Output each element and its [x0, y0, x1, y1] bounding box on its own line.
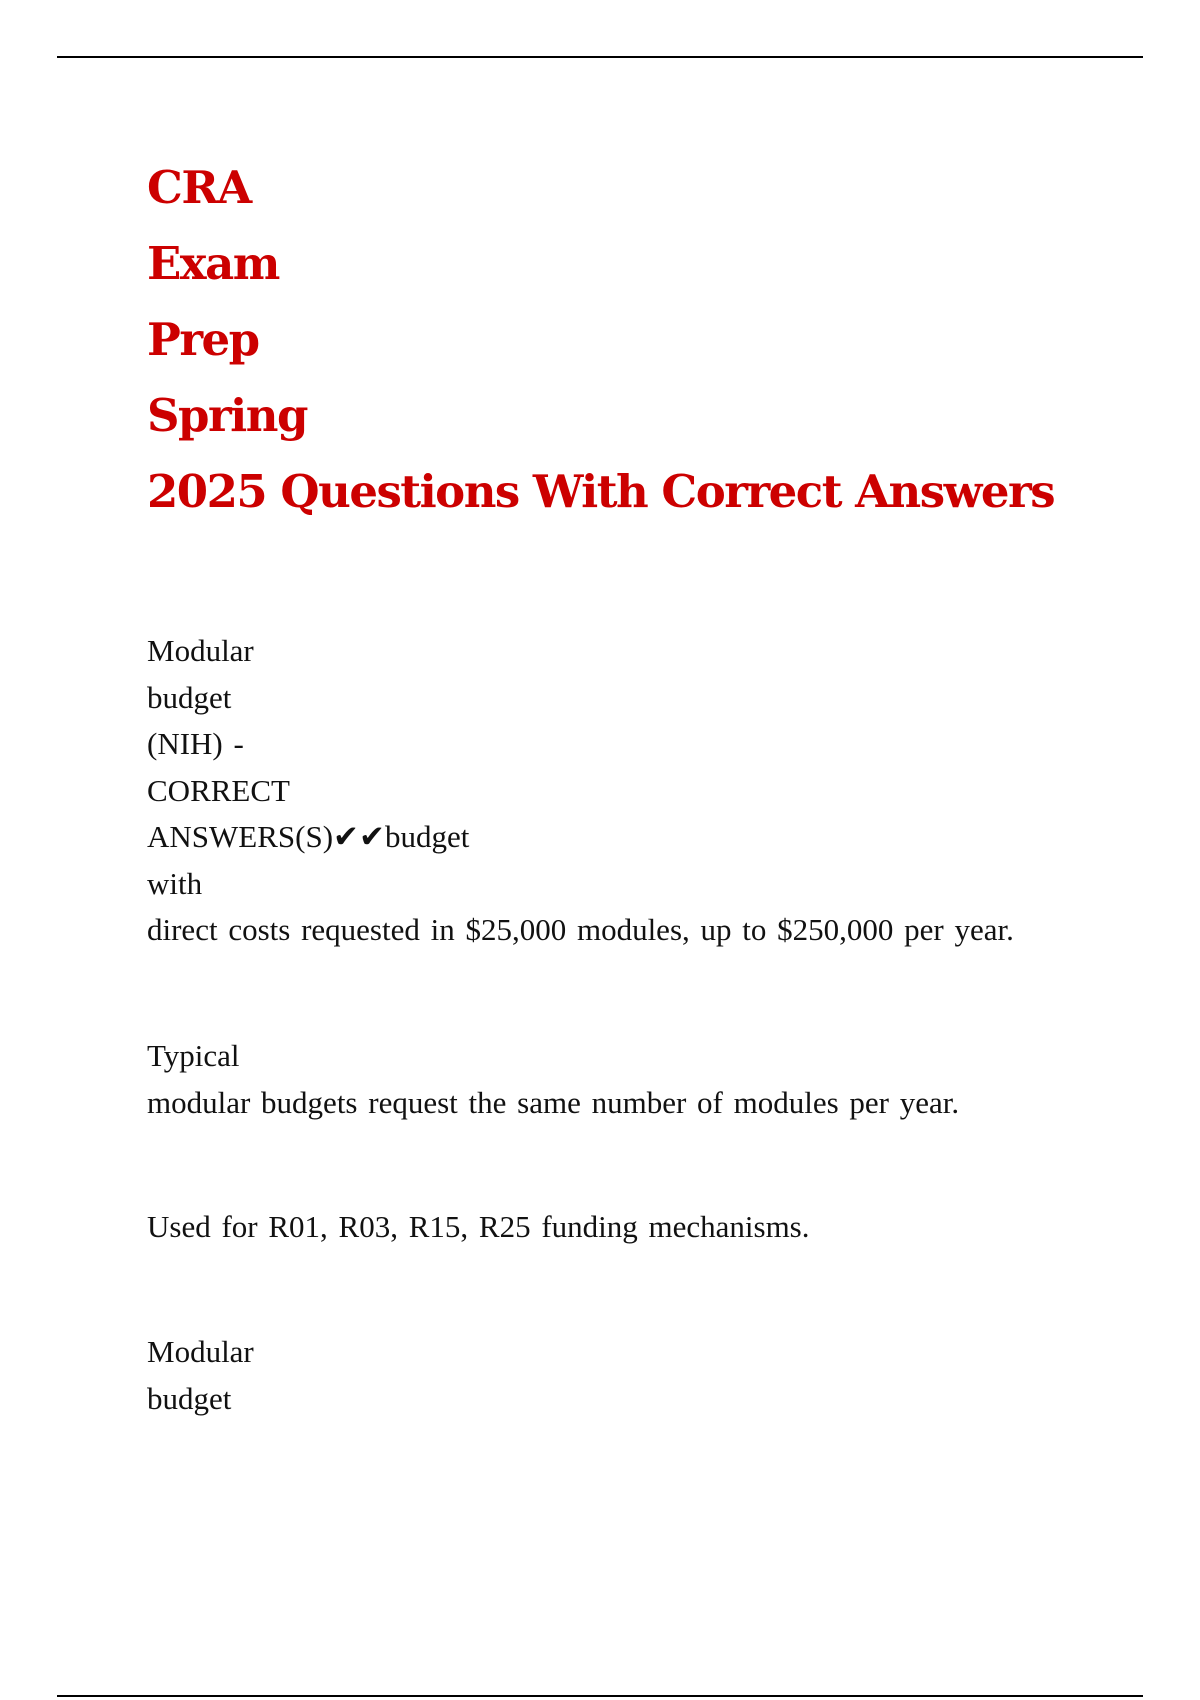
bottom-divider: [57, 1695, 1143, 1697]
text-line: Used for R01, R03, R15, R25 funding mechanisms.: [147, 1209, 810, 1244]
document-title: [147, 150, 1054, 530]
text-line: direct costs requested in $25,000 modules, up to $250,000 per year.: [147, 912, 1014, 947]
text-line: Modular: [147, 1334, 254, 1369]
title-line: Spring: [147, 389, 307, 442]
text-line: budget: [147, 1380, 232, 1416]
text-line: with: [147, 865, 203, 901]
question-answer-paragraph: [147, 628, 1014, 954]
text-line: CORRECT: [147, 772, 290, 808]
title-line: Exam: [147, 237, 279, 290]
title-line: CRA: [147, 161, 251, 214]
paragraph: [147, 1033, 959, 1126]
text-line: ANSWERS(S)✔✔budget: [147, 819, 470, 854]
top-divider: [57, 56, 1143, 58]
text-line: budget: [147, 679, 232, 715]
title-line: Prep: [147, 313, 259, 366]
text-line: Modular: [147, 633, 254, 668]
title-line: 2025 Questions With Correct Answers: [147, 465, 1055, 518]
question-paragraph: [147, 1329, 254, 1422]
text-line: (NIH) -: [147, 726, 244, 761]
text-line: Typical: [147, 1038, 240, 1073]
paragraph: [147, 1204, 810, 1251]
text-line: modular budgets request the same number of modules per year.: [147, 1084, 960, 1120]
